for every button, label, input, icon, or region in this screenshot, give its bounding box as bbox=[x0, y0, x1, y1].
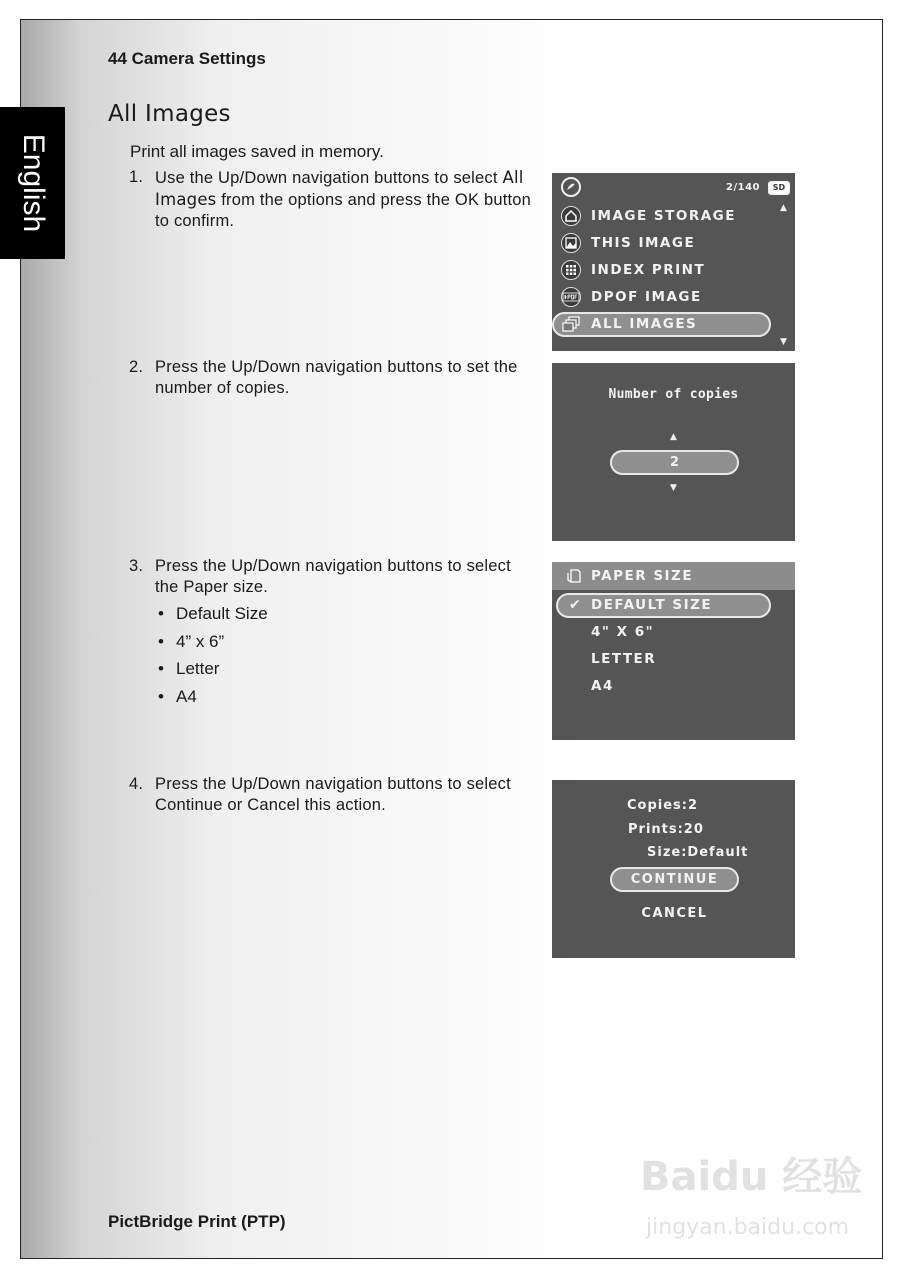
menu-item-all-images[interactable] bbox=[552, 311, 795, 338]
cancel-button[interactable]: CANCEL bbox=[641, 906, 708, 921]
image-counter: 2/140 bbox=[726, 182, 760, 193]
language-tab-label: English bbox=[16, 133, 50, 233]
screen-paper-size bbox=[552, 562, 795, 740]
section-title: All Images bbox=[108, 101, 231, 127]
paper-option-a4[interactable] bbox=[552, 673, 795, 700]
menu-item-dpof-image[interactable] bbox=[552, 284, 795, 311]
step-text: Press the Up/Down navigation buttons to set the number of copies. bbox=[155, 358, 518, 397]
menu-item-index-print[interactable] bbox=[552, 257, 795, 284]
sd-card-badge: SD bbox=[768, 181, 790, 195]
list-item: • Letter bbox=[158, 659, 220, 678]
language-tab bbox=[0, 107, 65, 259]
paper-icon bbox=[566, 568, 582, 588]
continue-button[interactable] bbox=[610, 867, 739, 892]
list-item: • 4” x 6” bbox=[158, 631, 225, 651]
pictbridge-icon bbox=[561, 177, 581, 197]
step-1 bbox=[129, 167, 541, 232]
watermark-url: jingyan.baidu.com bbox=[646, 1215, 850, 1240]
step-number: 2. bbox=[129, 358, 144, 376]
screen-print-menu bbox=[552, 173, 795, 351]
paper-option-label: A4 bbox=[591, 678, 614, 694]
list-item: • A4 bbox=[158, 686, 197, 706]
dpof-icon bbox=[561, 287, 581, 307]
home-icon bbox=[561, 206, 581, 226]
scroll-down-icon: ▼ bbox=[780, 337, 787, 347]
size-summary: Size:Default bbox=[647, 845, 749, 860]
paper-option-default-size[interactable] bbox=[552, 592, 795, 619]
paper-option-label: 4" X 6" bbox=[591, 624, 655, 640]
step-3 bbox=[129, 556, 519, 598]
menu-item-label: INDEX PRINT bbox=[591, 262, 706, 278]
menu-item-this-image[interactable] bbox=[552, 230, 795, 257]
copies-value-field[interactable] bbox=[610, 450, 739, 475]
paper-option-label: DEFAULT SIZE bbox=[591, 597, 713, 613]
step-text: Press the Up/Down navigation buttons to select the Paper size. bbox=[155, 557, 511, 596]
menu-item-label: IMAGE STORAGE bbox=[591, 208, 736, 224]
image-icon bbox=[561, 233, 581, 253]
continue-label: CONTINUE bbox=[630, 872, 719, 887]
paper-size-title: PAPER SIZE bbox=[591, 568, 694, 584]
step-number: 4. bbox=[129, 775, 144, 793]
menu-item-label: ALL IMAGES bbox=[591, 316, 698, 332]
prints-summary: Prints:20 bbox=[628, 822, 704, 837]
section-intro: Print all images saved in memory. bbox=[130, 142, 384, 161]
list-item: • Default Size bbox=[158, 604, 268, 623]
page-header: 44 Camera Settings bbox=[108, 49, 266, 68]
copies-value: 2 bbox=[669, 455, 680, 470]
grid-icon bbox=[561, 260, 581, 280]
step-4 bbox=[129, 774, 519, 816]
paper-option-letter[interactable] bbox=[552, 646, 795, 673]
copies-summary: Copies:2 bbox=[627, 798, 699, 813]
scroll-up-icon: ▲ bbox=[780, 203, 787, 213]
copies-title: Number of copies bbox=[608, 387, 739, 402]
step-text: Use the Up/Down navigation buttons to select All Images from the options and press the OK button to confirm. bbox=[155, 168, 532, 230]
stack-icon bbox=[561, 314, 581, 334]
paper-size-header bbox=[552, 562, 795, 590]
increase-icon[interactable]: ▲ bbox=[670, 432, 677, 442]
screen-number-of-copies bbox=[552, 363, 795, 541]
watermark-logo: Baidu 经验 bbox=[640, 1154, 863, 1200]
menu-item-label: DPOF IMAGE bbox=[591, 289, 702, 305]
menu-item-label: THIS IMAGE bbox=[591, 235, 696, 251]
paper-option-label: LETTER bbox=[591, 651, 657, 667]
check-icon: ✔ bbox=[569, 597, 581, 613]
paper-size-list bbox=[158, 604, 268, 714]
menu-item-image-storage[interactable] bbox=[552, 203, 795, 230]
step-text: Press the Up/Down navigation buttons to select Continue or Cancel this action. bbox=[155, 775, 511, 814]
page-footer: PictBridge Print (PTP) bbox=[108, 1212, 286, 1231]
step-number: 3. bbox=[129, 557, 144, 575]
step-number: 1. bbox=[129, 168, 144, 186]
step-2 bbox=[129, 357, 541, 399]
paper-option-4x6[interactable] bbox=[552, 619, 795, 646]
decrease-icon[interactable]: ▼ bbox=[670, 483, 677, 493]
screen-confirm bbox=[552, 780, 795, 958]
